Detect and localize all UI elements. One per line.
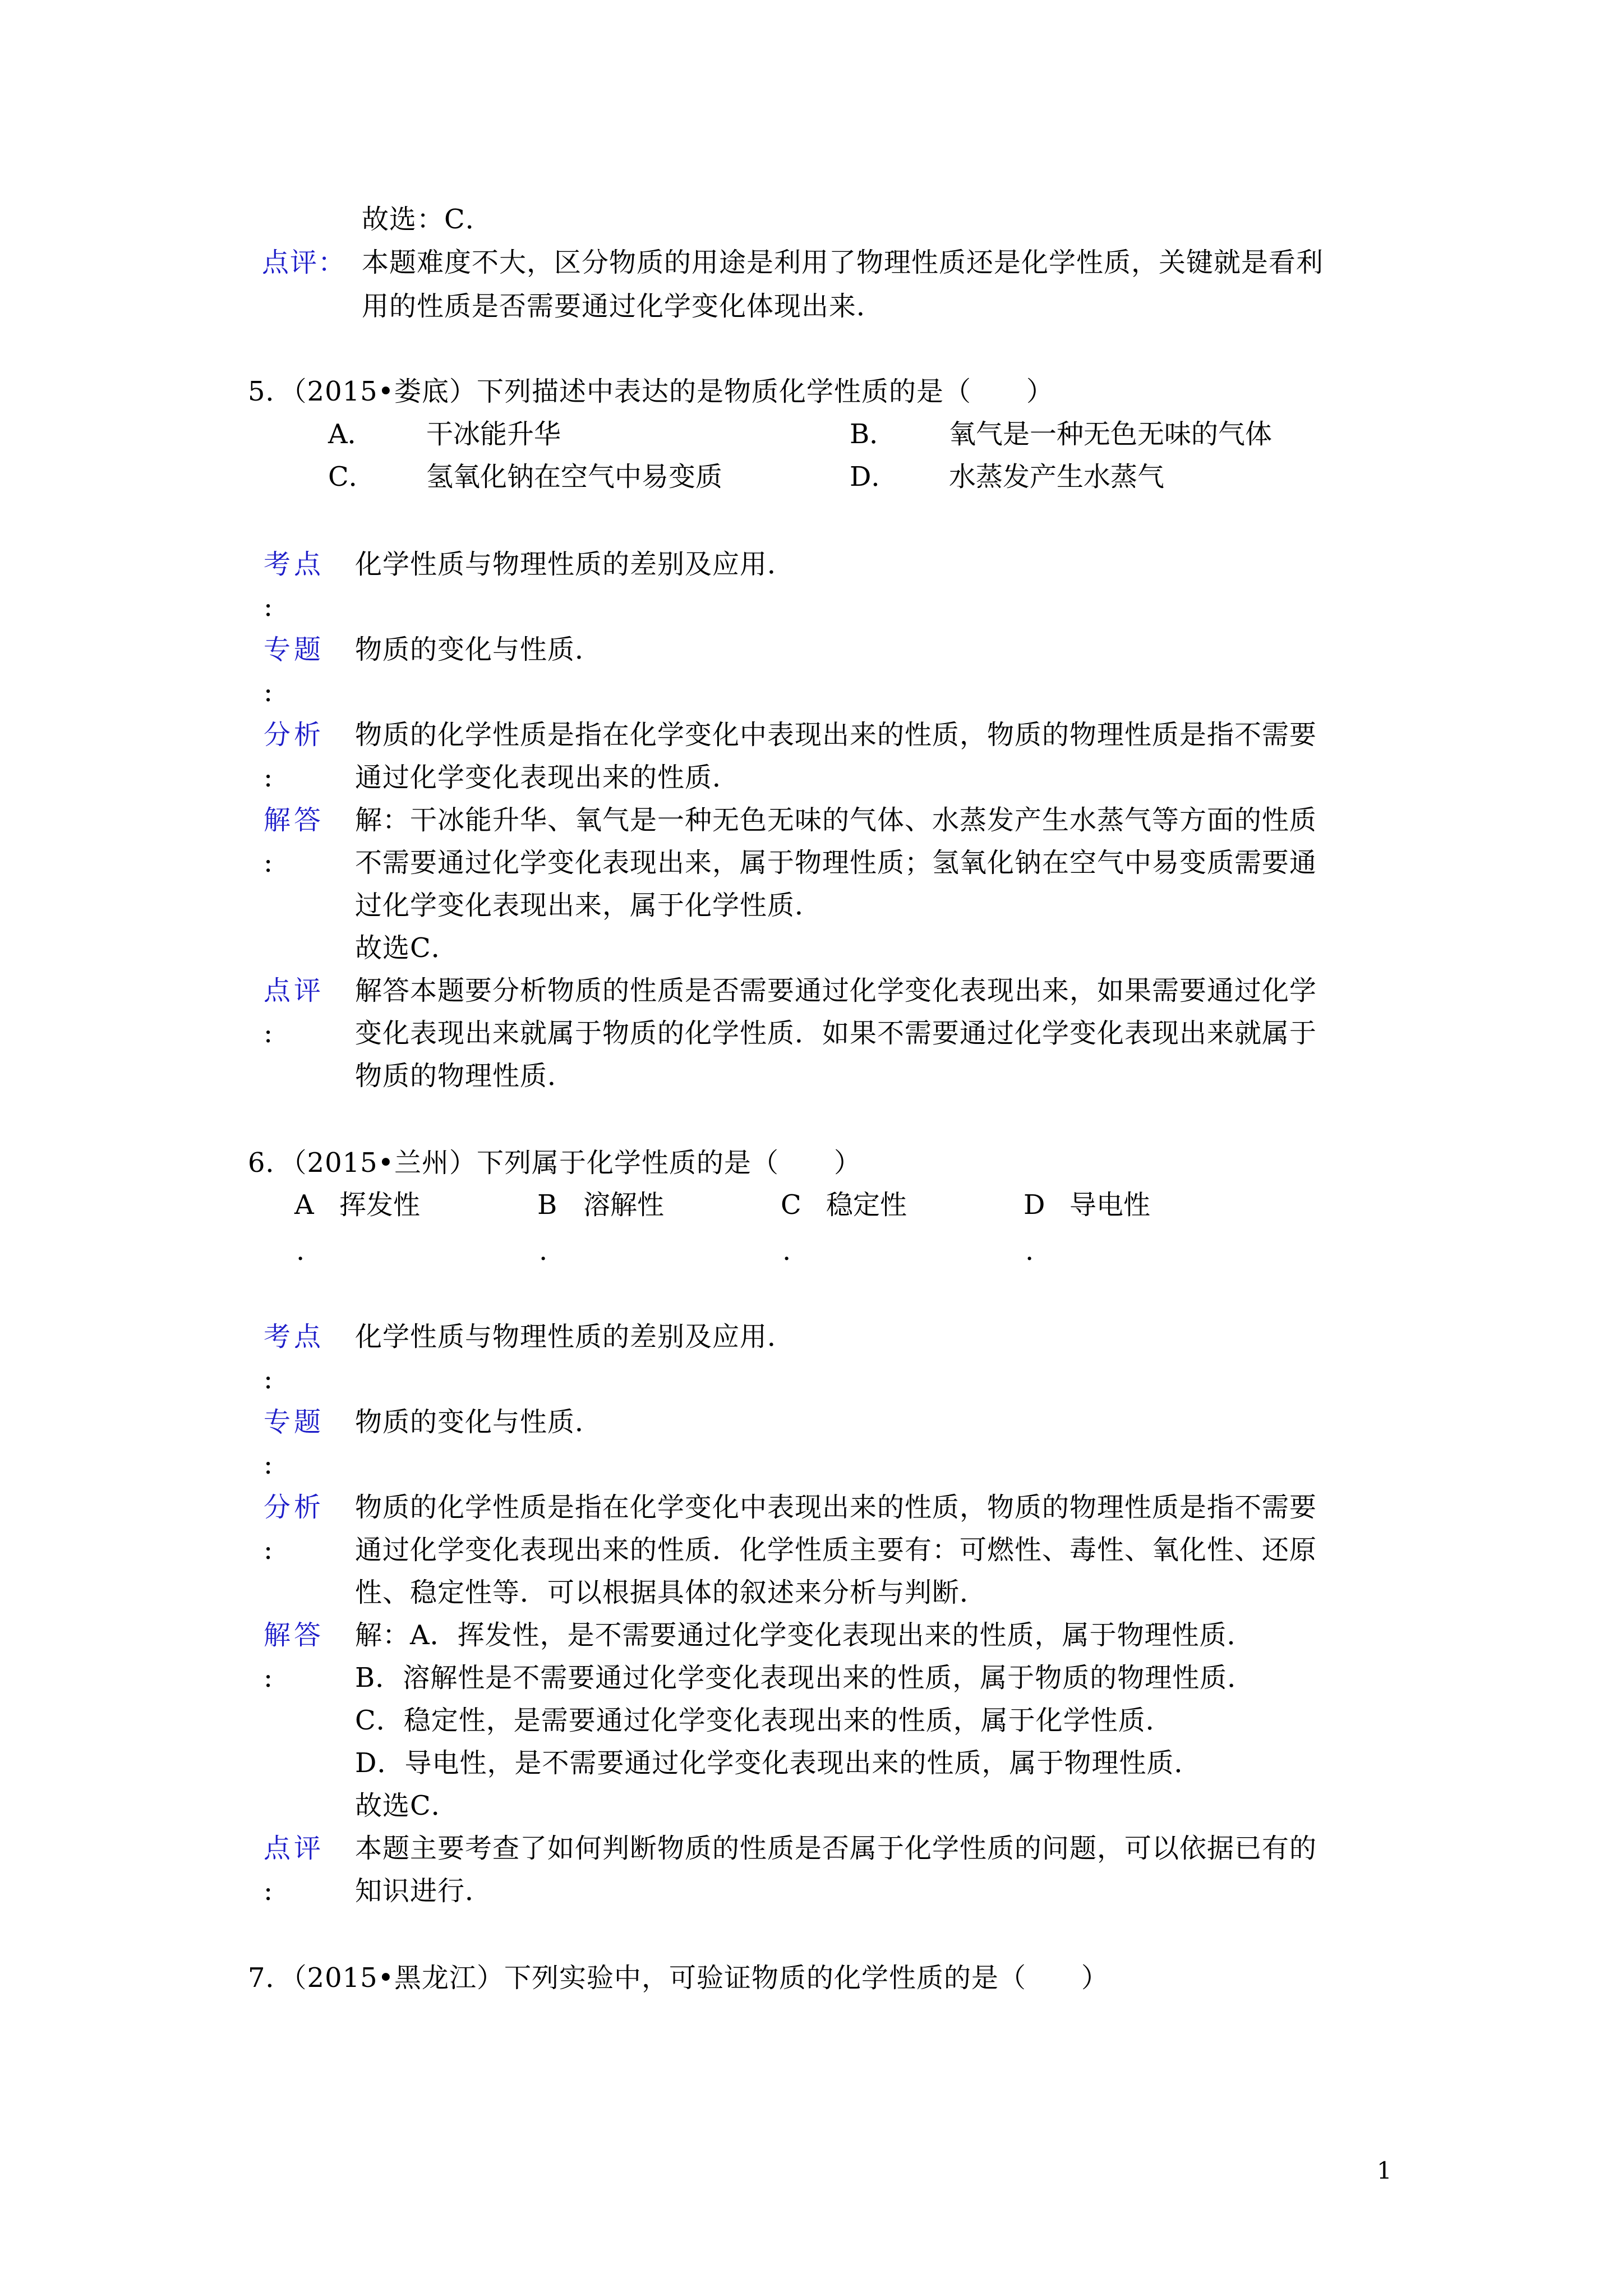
q6-jieda-line-4: D．导电性，是不需要通过化学变化表现出来的性质，属于物理性质．: [355, 1747, 1202, 1779]
q6-fenxi-line-2: 通过化学变化表现出来的性质．化学性质主要有：可燃性、毒性、氧化性、还原: [355, 1534, 1317, 1566]
q5-dianping-line-2: 变化表现出来就属于物质的化学性质．如果不需要通过化学变化表现出来就属于: [355, 1018, 1317, 1049]
q5-option-a-text: 干冰能升华: [426, 418, 561, 450]
q6-jieda-colon: :: [264, 1662, 273, 1694]
q5-kaodian-colon: :: [264, 591, 273, 623]
q6-zhuanti-text: 物质的变化与性质．: [355, 1406, 603, 1438]
q6-option-b-text: 溶解性: [583, 1189, 665, 1221]
q5-jieda-label: 解答: [264, 804, 325, 836]
q5-fenxi-line-2: 通过化学变化表现出来的性质．: [355, 762, 740, 793]
q5-fenxi-line-1: 物质的化学性质是指在化学变化中表现出来的性质，物质的物理性质是指不需要: [355, 719, 1317, 751]
q6-kaodian-text: 化学性质与物理性质的差别及应用．: [355, 1321, 795, 1352]
q6-option-c-text: 稳定性: [826, 1189, 907, 1221]
q6-option-a-letter: A: [294, 1189, 314, 1221]
q5-kaodian-label: 考点: [264, 549, 325, 580]
q5-option-b-letter: B．: [850, 418, 897, 450]
q5-zhuanti-colon: :: [264, 677, 273, 708]
q5-jieda-line-4: 故选C．: [355, 932, 459, 964]
q6-zhuanti-colon: :: [264, 1449, 273, 1480]
q6-dianping-colon: :: [264, 1875, 273, 1907]
q6-kaodian-label: 考点: [264, 1321, 325, 1352]
q6-kaodian-colon: :: [264, 1364, 273, 1395]
q6-option-c-letter: C: [781, 1189, 801, 1221]
q6-stem: 6．（2015•兰州）下列属于化学性质的是（ ）: [248, 1147, 862, 1179]
q6-option-d-text: 导电性: [1069, 1189, 1151, 1221]
q6-dianping-label: 点评: [264, 1833, 325, 1864]
q5-kaodian-text: 化学性质与物理性质的差别及应用．: [355, 549, 795, 580]
q6-option-c-dot: .: [782, 1235, 791, 1267]
q6-jieda-line-5: 故选C．: [355, 1790, 459, 1821]
prev-review-label: 点评：: [262, 247, 347, 278]
q5-option-d-letter: D．: [850, 461, 898, 493]
q6-dianping-line-2: 知识进行．: [355, 1875, 493, 1907]
q5-option-a-letter: A．: [328, 418, 375, 450]
q6-fenxi-colon: :: [264, 1534, 273, 1566]
q7-stem: 7．（2015•黑龙江）下列实验中，可验证物质的化学性质的是（ ）: [248, 1962, 1109, 1994]
q6-option-a-dot: .: [296, 1235, 305, 1267]
q6-fenxi-line-3: 性、稳定性等．可以根据具体的叙述来分析与判断．: [355, 1577, 988, 1608]
q6-jieda-label: 解答: [264, 1619, 325, 1651]
q6-option-d-letter: D: [1023, 1189, 1045, 1221]
page-number: 1: [1377, 2157, 1392, 2184]
q5-option-c-text: 氢氧化钠在空气中易变质: [426, 461, 723, 493]
q5-fenxi-label: 分析: [264, 719, 325, 751]
q6-jieda-line-1: 解：A．挥发性，是不需要通过化学变化表现出来的性质，属于物理性质．: [355, 1619, 1255, 1651]
q5-jieda-line-1: 解：干冰能升华、氧气是一种无色无味的气体、水蒸发产生水蒸气等方面的性质: [355, 804, 1317, 836]
q6-zhuanti-label: 专题: [264, 1406, 325, 1438]
q6-fenxi-label: 分析: [264, 1492, 325, 1523]
q5-stem: 5．（2015•娄底）下列描述中表达的是物质化学性质的是（ ）: [248, 376, 1054, 407]
q6-option-a-text: 挥发性: [339, 1189, 421, 1221]
q6-jieda-line-2: B．溶解性是不需要通过化学变化表现出来的性质，属于物质的物理性质．: [355, 1662, 1255, 1694]
q5-dianping-line-1: 解答本题要分析物质的性质是否需要通过化学变化表现出来，如果需要通过化学: [355, 975, 1317, 1006]
prev-review-line-1: 本题难度不大，区分物质的用途是利用了物理性质还是化学性质，关键就是看利: [362, 247, 1324, 278]
q5-option-d-text: 水蒸发产生水蒸气: [949, 461, 1165, 493]
q5-option-b-text: 氧气是一种无色无味的气体: [949, 418, 1272, 450]
prev-answer: 故选：C．: [362, 204, 493, 235]
q6-jieda-line-3: C．稳定性，是需要通过化学变化表现出来的性质，属于化学性质．: [355, 1705, 1173, 1736]
q5-jieda-line-3: 过化学变化表现出来，属于化学性质．: [355, 890, 823, 921]
q5-jieda-colon: :: [264, 847, 273, 878]
q6-dianping-line-1: 本题主要考查了如何判断物质的性质是否属于化学性质的问题，可以依据已有的: [355, 1833, 1317, 1864]
q5-zhuanti-label: 专题: [264, 634, 325, 665]
prev-review-line-2: 用的性质是否需要通过化学变化体现出来．: [362, 291, 884, 322]
q6-option-b-letter: B: [537, 1189, 557, 1221]
q6-option-b-dot: .: [539, 1235, 548, 1267]
q5-jieda-line-2: 不需要通过化学变化表现出来，属于物理性质；氢氧化钠在空气中易变质需要通: [355, 847, 1317, 878]
q5-dianping-label: 点评: [264, 975, 325, 1006]
q5-fenxi-colon: :: [264, 762, 273, 793]
q5-zhuanti-text: 物质的变化与性质．: [355, 634, 603, 665]
q6-option-d-dot: .: [1025, 1235, 1034, 1267]
q5-dianping-colon: :: [264, 1018, 273, 1049]
q5-dianping-line-3: 物质的物理性质．: [355, 1060, 575, 1092]
q5-option-c-letter: C．: [328, 461, 376, 493]
q6-fenxi-line-1: 物质的化学性质是指在化学变化中表现出来的性质，物质的物理性质是指不需要: [355, 1492, 1317, 1523]
